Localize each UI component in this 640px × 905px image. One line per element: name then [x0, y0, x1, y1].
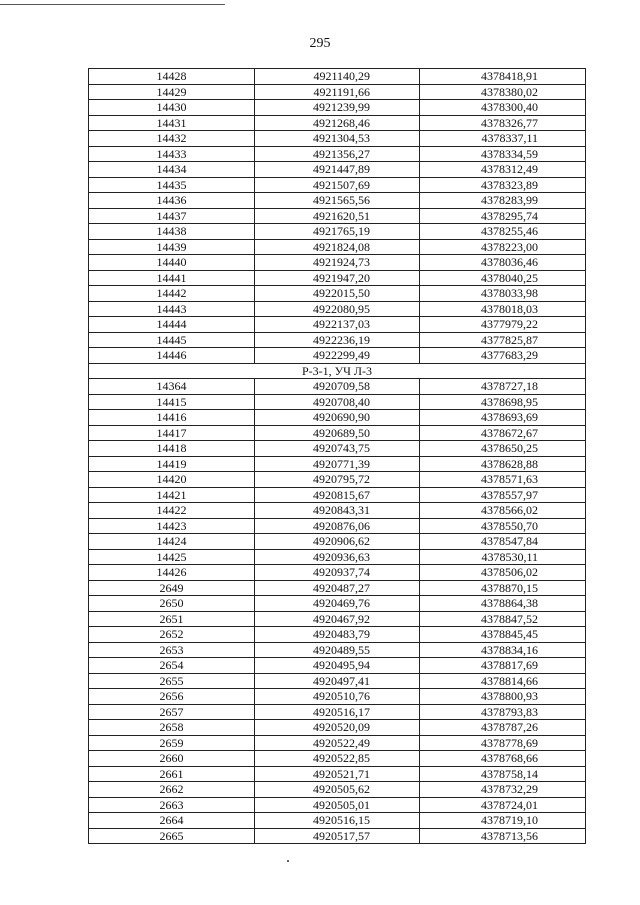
point-number-cell: 14440 [89, 255, 255, 271]
y-coordinate-cell: 4378793,83 [420, 704, 586, 720]
point-number-cell: 2658 [89, 720, 255, 736]
point-number-cell: 14422 [89, 503, 255, 519]
y-coordinate-cell: 4378787,26 [420, 720, 586, 736]
table-row [89, 534, 586, 550]
table-row [89, 673, 586, 689]
y-coordinate-cell: 4378418,91 [420, 69, 586, 85]
y-coordinate-cell: 4378018,03 [420, 301, 586, 317]
x-coordinate-cell: 4921765,19 [255, 224, 420, 240]
y-coordinate-cell: 4378300,40 [420, 100, 586, 116]
table-row [89, 332, 586, 348]
stray-mark [287, 860, 289, 862]
point-number-cell: 2662 [89, 782, 255, 798]
point-number-cell: 2664 [89, 813, 255, 829]
table-row [89, 425, 586, 441]
point-number-cell: 2651 [89, 611, 255, 627]
x-coordinate-cell: 4920522,49 [255, 735, 420, 751]
y-coordinate-cell: 4378036,46 [420, 255, 586, 271]
y-coordinate-cell: 4378040,25 [420, 270, 586, 286]
table-row [89, 131, 586, 147]
point-number-cell: 14419 [89, 456, 255, 472]
point-number-cell: 2654 [89, 658, 255, 674]
point-number-cell: 14435 [89, 177, 255, 193]
x-coordinate-cell: 4920906,62 [255, 534, 420, 550]
point-number-cell: 14434 [89, 162, 255, 178]
x-coordinate-cell: 4921140,29 [255, 69, 420, 85]
point-number-cell: 14415 [89, 394, 255, 410]
x-coordinate-cell: 4922080,95 [255, 301, 420, 317]
x-coordinate-cell: 4920708,40 [255, 394, 420, 410]
table-row [89, 177, 586, 193]
x-coordinate-cell: 4920520,09 [255, 720, 420, 736]
x-coordinate-cell: 4921924,73 [255, 255, 420, 271]
x-coordinate-cell: 4920843,31 [255, 503, 420, 519]
y-coordinate-cell: 4378834,16 [420, 642, 586, 658]
point-number-cell: 14424 [89, 534, 255, 550]
x-coordinate-cell: 4920505,01 [255, 797, 420, 813]
y-coordinate-cell: 4378530,11 [420, 549, 586, 565]
table-row [89, 627, 586, 643]
point-number-cell: 14432 [89, 131, 255, 147]
point-number-cell: 2653 [89, 642, 255, 658]
y-coordinate-cell: 4378255,46 [420, 224, 586, 240]
x-coordinate-cell: 4920487,27 [255, 580, 420, 596]
x-coordinate-cell: 4921268,46 [255, 115, 420, 131]
x-coordinate-cell: 4920815,67 [255, 487, 420, 503]
table-row [89, 84, 586, 100]
point-number-cell: 14437 [89, 208, 255, 224]
point-number-cell: 14421 [89, 487, 255, 503]
table-row [89, 146, 586, 162]
y-coordinate-cell: 4378719,10 [420, 813, 586, 829]
x-coordinate-cell: 4921191,66 [255, 84, 420, 100]
table-row [89, 270, 586, 286]
y-coordinate-cell: 4378295,74 [420, 208, 586, 224]
point-number-cell: 14445 [89, 332, 255, 348]
point-number-cell: 14420 [89, 472, 255, 488]
point-number-cell: 2665 [89, 828, 255, 844]
x-coordinate-cell: 4921565,56 [255, 193, 420, 209]
y-coordinate-cell: 4378380,02 [420, 84, 586, 100]
point-number-cell: 2649 [89, 580, 255, 596]
y-coordinate-cell: 4378547,84 [420, 534, 586, 550]
table-row [89, 255, 586, 271]
table-row [89, 596, 586, 612]
top-rule [0, 4, 225, 5]
table-row [89, 487, 586, 503]
x-coordinate-cell: 4920743,75 [255, 441, 420, 457]
table-row [89, 472, 586, 488]
x-coordinate-cell: 4920510,76 [255, 689, 420, 705]
x-coordinate-cell: 4920495,94 [255, 658, 420, 674]
point-number-cell: 14446 [89, 348, 255, 364]
x-coordinate-cell: 4922137,03 [255, 317, 420, 333]
y-coordinate-cell: 4378724,01 [420, 797, 586, 813]
point-number-cell: 14438 [89, 224, 255, 240]
coordinates-table [88, 68, 586, 844]
coordinates-table-body [89, 69, 586, 844]
point-number-cell: 2650 [89, 596, 255, 612]
x-coordinate-cell: 4921304,53 [255, 131, 420, 147]
x-coordinate-cell: 4920516,17 [255, 704, 420, 720]
table-row [89, 410, 586, 426]
point-number-cell: 2656 [89, 689, 255, 705]
x-coordinate-cell: 4920937,74 [255, 565, 420, 581]
x-coordinate-cell: 4920505,62 [255, 782, 420, 798]
x-coordinate-cell: 4920516,15 [255, 813, 420, 829]
table-row [89, 813, 586, 829]
y-coordinate-cell: 4378698,95 [420, 394, 586, 410]
x-coordinate-cell: 4920690,90 [255, 410, 420, 426]
table-row [89, 348, 586, 364]
y-coordinate-cell: 4378550,70 [420, 518, 586, 534]
y-coordinate-cell: 4378334,59 [420, 146, 586, 162]
section-heading-row [89, 363, 586, 379]
y-coordinate-cell: 4378758,14 [420, 766, 586, 782]
table-row [89, 689, 586, 705]
table-row [89, 224, 586, 240]
point-number-cell: 14426 [89, 565, 255, 581]
y-coordinate-cell: 4378693,69 [420, 410, 586, 426]
point-number-cell: 14436 [89, 193, 255, 209]
y-coordinate-cell: 4378800,93 [420, 689, 586, 705]
x-coordinate-cell: 4922299,49 [255, 348, 420, 364]
y-coordinate-cell: 4378628,88 [420, 456, 586, 472]
table-row [89, 642, 586, 658]
table-row [89, 100, 586, 116]
y-coordinate-cell: 4378864,38 [420, 596, 586, 612]
table-row [89, 69, 586, 85]
y-coordinate-cell: 4378814,66 [420, 673, 586, 689]
y-coordinate-cell: 4378870,15 [420, 580, 586, 596]
table-row [89, 115, 586, 131]
point-number-cell: 14441 [89, 270, 255, 286]
x-coordinate-cell: 4920483,79 [255, 627, 420, 643]
table-row [89, 286, 586, 302]
y-coordinate-cell: 4378778,69 [420, 735, 586, 751]
y-coordinate-cell: 4378732,29 [420, 782, 586, 798]
x-coordinate-cell: 4920689,50 [255, 425, 420, 441]
y-coordinate-cell: 4378727,18 [420, 379, 586, 395]
x-coordinate-cell: 4920467,92 [255, 611, 420, 627]
table-row [89, 720, 586, 736]
x-coordinate-cell: 4920771,39 [255, 456, 420, 472]
y-coordinate-cell: 4378817,69 [420, 658, 586, 674]
table-row [89, 797, 586, 813]
point-number-cell: 2652 [89, 627, 255, 643]
table-row [89, 394, 586, 410]
point-number-cell: 2655 [89, 673, 255, 689]
table-row [89, 580, 586, 596]
x-coordinate-cell: 4921824,08 [255, 239, 420, 255]
point-number-cell: 14425 [89, 549, 255, 565]
x-coordinate-cell: 4920709,58 [255, 379, 420, 395]
x-coordinate-cell: 4921620,51 [255, 208, 420, 224]
y-coordinate-cell: 4378845,45 [420, 627, 586, 643]
y-coordinate-cell: 4378713,56 [420, 828, 586, 844]
table-row [89, 301, 586, 317]
point-number-cell: 14417 [89, 425, 255, 441]
point-number-cell: 14423 [89, 518, 255, 534]
x-coordinate-cell: 4922236,19 [255, 332, 420, 348]
point-number-cell: 14428 [89, 69, 255, 85]
point-number-cell: 14439 [89, 239, 255, 255]
y-coordinate-cell: 4378337,11 [420, 131, 586, 147]
y-coordinate-cell: 4377683,29 [420, 348, 586, 364]
point-number-cell: 14431 [89, 115, 255, 131]
x-coordinate-cell: 4920876,06 [255, 518, 420, 534]
x-coordinate-cell: 4920517,57 [255, 828, 420, 844]
table-row [89, 751, 586, 767]
x-coordinate-cell: 4921447,89 [255, 162, 420, 178]
y-coordinate-cell: 4378283,99 [420, 193, 586, 209]
y-coordinate-cell: 4378650,25 [420, 441, 586, 457]
y-coordinate-cell: 4378768,66 [420, 751, 586, 767]
point-number-cell: 14418 [89, 441, 255, 457]
point-number-cell: 2660 [89, 751, 255, 767]
y-coordinate-cell: 4378506,02 [420, 565, 586, 581]
x-coordinate-cell: 4920795,72 [255, 472, 420, 488]
table-row [89, 658, 586, 674]
y-coordinate-cell: 4377825,87 [420, 332, 586, 348]
point-number-cell: 2659 [89, 735, 255, 751]
table-row [89, 456, 586, 472]
y-coordinate-cell: 4377979,22 [420, 317, 586, 333]
table-row [89, 704, 586, 720]
y-coordinate-cell: 4378323,89 [420, 177, 586, 193]
y-coordinate-cell: 4378566,02 [420, 503, 586, 519]
table-row [89, 549, 586, 565]
table-row [89, 239, 586, 255]
point-number-cell: 14364 [89, 379, 255, 395]
table-row [89, 735, 586, 751]
x-coordinate-cell: 4921507,69 [255, 177, 420, 193]
y-coordinate-cell: 4378672,67 [420, 425, 586, 441]
point-number-cell: 14443 [89, 301, 255, 317]
point-number-cell: 14430 [89, 100, 255, 116]
x-coordinate-cell: 4921356,27 [255, 146, 420, 162]
point-number-cell: 14442 [89, 286, 255, 302]
point-number-cell: 2661 [89, 766, 255, 782]
y-coordinate-cell: 4378033,98 [420, 286, 586, 302]
point-number-cell: 14433 [89, 146, 255, 162]
table-row [89, 782, 586, 798]
table-row [89, 828, 586, 844]
table-row [89, 193, 586, 209]
point-number-cell: 2663 [89, 797, 255, 813]
y-coordinate-cell: 4378223,00 [420, 239, 586, 255]
x-coordinate-cell: 4922015,50 [255, 286, 420, 302]
page-number: 295 [309, 36, 331, 51]
y-coordinate-cell: 4378557,97 [420, 487, 586, 503]
table-row [89, 317, 586, 333]
x-coordinate-cell: 4920936,63 [255, 549, 420, 565]
table-row [89, 208, 586, 224]
point-number-cell: 14429 [89, 84, 255, 100]
table-row [89, 518, 586, 534]
x-coordinate-cell: 4920469,76 [255, 596, 420, 612]
x-coordinate-cell: 4920522,85 [255, 751, 420, 767]
table-row [89, 766, 586, 782]
x-coordinate-cell: 4920521,71 [255, 766, 420, 782]
x-coordinate-cell: 4921947,20 [255, 270, 420, 286]
table-row [89, 379, 586, 395]
table-row [89, 565, 586, 581]
section-heading: Р-3-1, УЧ Л-3 [89, 363, 586, 379]
y-coordinate-cell: 4378312,49 [420, 162, 586, 178]
table-row [89, 503, 586, 519]
point-number-cell: 2657 [89, 704, 255, 720]
point-number-cell: 14444 [89, 317, 255, 333]
table-row [89, 611, 586, 627]
x-coordinate-cell: 4920489,55 [255, 642, 420, 658]
y-coordinate-cell: 4378571,63 [420, 472, 586, 488]
x-coordinate-cell: 4920497,41 [255, 673, 420, 689]
table-row [89, 162, 586, 178]
point-number-cell: 14416 [89, 410, 255, 426]
y-coordinate-cell: 4378326,77 [420, 115, 586, 131]
y-coordinate-cell: 4378847,52 [420, 611, 586, 627]
table-row [89, 441, 586, 457]
x-coordinate-cell: 4921239,99 [255, 100, 420, 116]
